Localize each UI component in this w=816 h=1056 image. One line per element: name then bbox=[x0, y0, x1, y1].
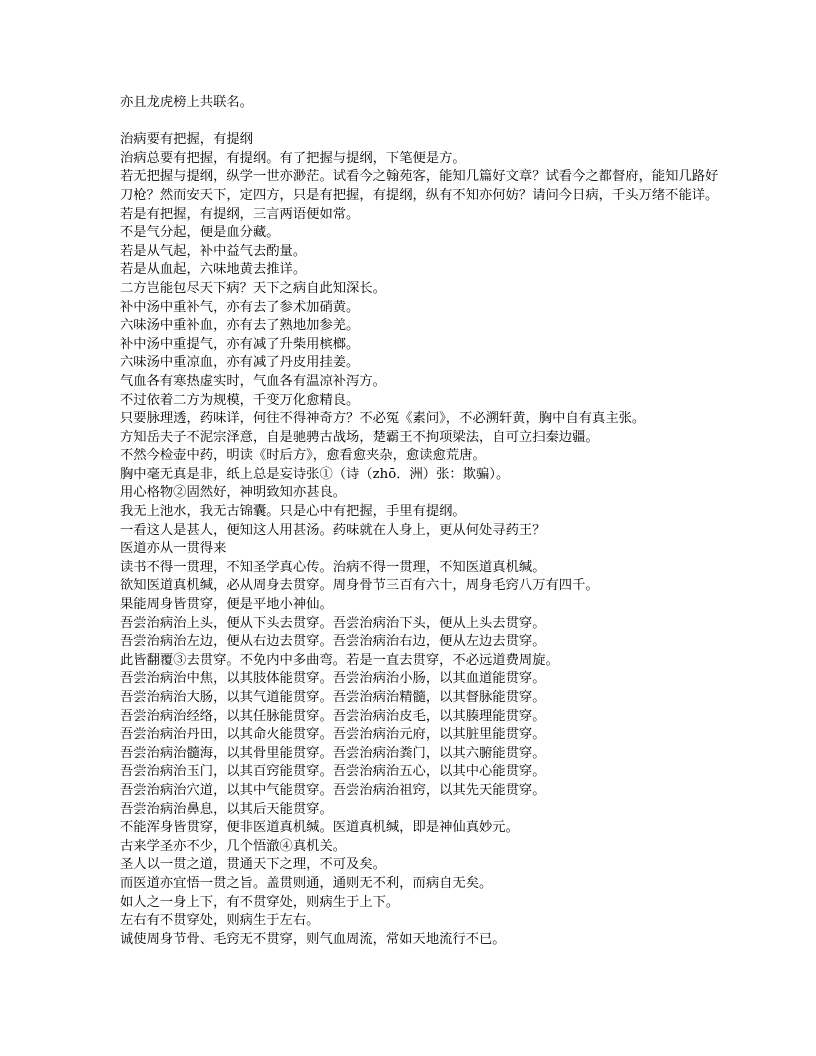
text-line: 诚使周身节骨、毛窍无不贯穿，则气血周流，常如天地流行不已。 bbox=[120, 931, 506, 947]
text-line: 六味汤中重凉血，亦有减了丹皮用挂姜。 bbox=[120, 355, 360, 371]
text-line: 二方岂能包尽天下病？天下之病自此知深长。 bbox=[120, 280, 386, 296]
text-line: 吾尝治病治大肠，以其气道能贯穿。吾尝治病治精髓，以其督脉能贯穿。 bbox=[120, 690, 546, 705]
text-line: 治病总要有把握，有提纲。有了把握与提纲，下笔便是方。 bbox=[120, 150, 466, 166]
text-line: 不能浑身皆贯穿，便非医道真机缄。医道真机缄，即是神仙真妙元。 bbox=[120, 820, 519, 836]
text-line: 若是从气起，补中益气去酌量。 bbox=[120, 243, 307, 259]
text-line: 亦且龙虎榜上共联名。 bbox=[120, 95, 253, 110]
text-line: 左右有不贯穿处，则病生于左右。 bbox=[120, 913, 320, 929]
text-line: 欲知医道真机缄，必从周身去贯穿。周身骨节三百有六十，周身毛窍八万有四千。 bbox=[120, 578, 599, 594]
section-heading: 治病要有把握，有提纲 bbox=[120, 132, 253, 148]
text-line: 吾尝治病治丹田，以其命火能贯穿。吾尝治病治元府，以其脏里能贯穿。 bbox=[120, 727, 546, 743]
text-line: 不是气分起，便是血分藏。 bbox=[120, 225, 280, 241]
text-line: 补中汤中重提气，亦有减了升柴用槟榔。 bbox=[120, 336, 360, 352]
text-line: 吾尝治病治经络，以其任脉能贯穿。吾尝治病治皮毛，以其腠理能贯穿。 bbox=[120, 708, 546, 724]
text-line: 若是有把握，有提纲，三言两语便如常。 bbox=[120, 206, 360, 222]
text-line: 六味汤中重补血，亦有去了熟地加参羌。 bbox=[120, 318, 360, 334]
text-line: 气血各有寒热虚实时，气血各有温凉补泻方。 bbox=[120, 373, 386, 389]
text-line: 而医道亦宜悟一贯之旨。盖贯则通，通则无不利，而病自无矣。 bbox=[120, 875, 493, 891]
text-line: 如人之一身上下，有不贯穿处，则病生于上下。 bbox=[120, 894, 400, 910]
text-line: 我无上池水，我无古锦囊。只是心中有把握，手里有提纲。 bbox=[120, 504, 466, 520]
text-line: 吾尝治病治穴道，以其中气能贯穿。吾尝治病治祖窍，以其先天能贯穿。 bbox=[120, 782, 546, 798]
text-line: 吾尝治病治中焦，以其肢体能贯穿。吾尝治病治小肠，以其血道能贯穿。 bbox=[120, 671, 546, 687]
text-line: 方知岳夫子不泥宗泽意，自是驰骋古战场，楚霸王不拘项梁法，自可立扫秦边疆。 bbox=[120, 429, 599, 445]
text-line: 吾尝治病治左边，便从右边去贯穿。吾尝治病治右边，便从左边去贯穿。 bbox=[120, 634, 546, 650]
text-line: 不过依着二方为规模，千变万化愈精良。 bbox=[120, 392, 360, 408]
text-line: 不然今检壶中药，明读《时后方》，愈看愈夹杂，愈读愈荒唐。 bbox=[120, 448, 486, 464]
text-line: 吾尝治病治髓海，以其骨里能贯穿。吾尝治病治粪门，以其六腑能贯穿。 bbox=[120, 745, 546, 761]
text-line: 一看这人是甚人，便知这人用甚汤。药味就在人身上，更从何处寻药王？ bbox=[120, 522, 546, 538]
document-page bbox=[120, 94, 720, 949]
text-line: 若是从血起，六味地黄去推详。 bbox=[120, 262, 307, 278]
text-line: 此皆翻覆③去贯穿。不免内中多曲弯。若是一直去贯穿，不必远道费周旋。 bbox=[120, 652, 559, 668]
text-line: 补中汤中重补气，亦有去了参术加硝黄。 bbox=[120, 299, 360, 315]
text-line: 胸中毫无真是非，纸上总是妄诗张①（诗（zhō．洲）张：欺骗）。 bbox=[120, 466, 510, 482]
text-line: 果能周身皆贯穿，便是平地小神仙。 bbox=[120, 597, 333, 613]
text-line: 吾尝治病治上头，便从下头去贯穿。吾尝治病治下头，便从上头去贯穿。 bbox=[120, 615, 546, 631]
text-line: 读书不得一贯理，不知圣学真心传。治病不得一贯理，不知医道真机缄。 bbox=[120, 559, 546, 575]
text-line: 用心格物②固然好，神明致知亦甚良。 bbox=[120, 485, 347, 501]
text-line: 吾尝治病治玉门，以其百窍能贯穿。吾尝治病治五心，以其中心能贯穿。 bbox=[120, 764, 546, 780]
text-paragraph: 若无把握与提纲，纵学一世亦渺茫。试看今之翰苑客，能知几篇好文章？试看今之都督府，能知几路好刀枪？然而安天下，定四方，只是有把握，有提纲，纵有不知亦何妨？请问今日病，千头万绪不能详。 bbox=[120, 169, 719, 203]
text-line: 只要脉理透，药味详，何往不得神奇方？不必冤《素问》，不必溯轩黄，胸中自有真主张。 bbox=[120, 411, 646, 427]
text-line: 吾尝治病治鼻息，以其后天能贯穿。 bbox=[120, 801, 333, 817]
blank-line bbox=[120, 113, 720, 132]
text-line: 古来学圣亦不少，几个悟澈④真机关。 bbox=[120, 838, 347, 854]
section-heading: 医道亦从一贯得来 bbox=[120, 541, 227, 557]
text-line: 圣人以一贯之道，贯通天下之理，不可及矣。 bbox=[120, 857, 386, 873]
